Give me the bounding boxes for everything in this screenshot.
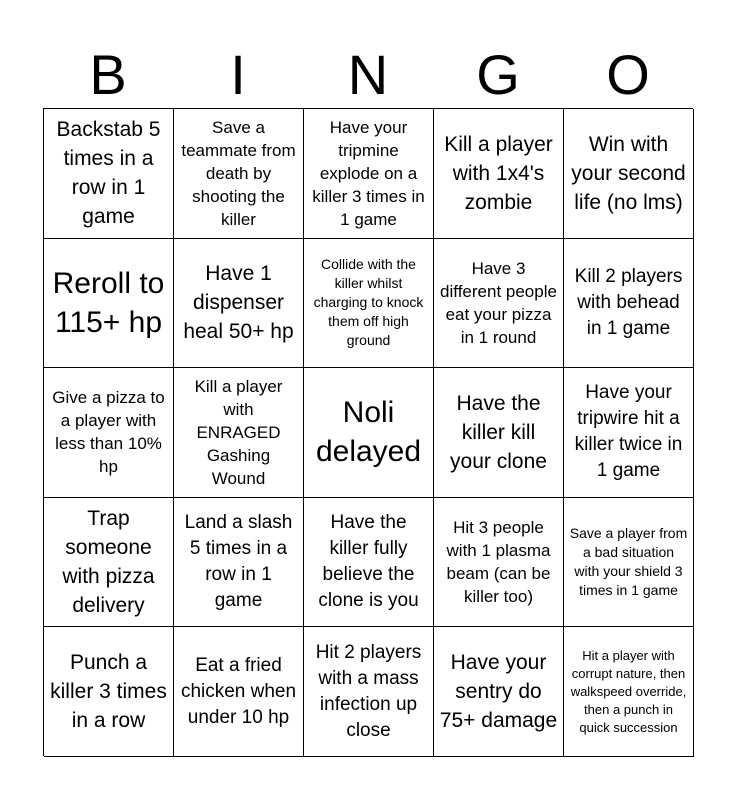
cell-text: Noli delayed [315,396,422,469]
bingo-cell-3-4[interactable] [434,368,564,498]
header-letter-b: B [89,43,127,106]
bingo-cell-4-2[interactable] [174,498,304,628]
header-letter-n: N [347,43,389,106]
cell-text: Have your sentry do 75+ damage [439,651,558,733]
cell-text: Have the killer fully believe the clone is you [318,512,419,612]
cell-text: Hit 2 players with a mass infection up close [315,641,422,741]
cell-text: Save a player from a bad situation with your shield 3 times in 1 game [569,525,688,599]
cell-text: Collide with the killer whilst charging to knock them off high ground [313,256,424,349]
bingo-cell-4-1[interactable] [44,498,174,628]
bingo-cell-1-4[interactable] [434,109,564,239]
bingo-cell-5-2[interactable] [174,627,304,757]
cell-text: Save a teammate from death by shooting the killer [181,117,296,229]
header-letter-o: O [606,43,650,106]
cell-text: Punch a killer 3 times in a row [50,651,167,733]
bingo-cell-3-1[interactable] [44,368,174,498]
cell-text: Hit 3 people with 1 plasma beam (can be killer too) [446,518,551,607]
bingo-cell-3-2[interactable] [174,368,304,498]
bingo-cell-1-3[interactable] [304,109,434,239]
bingo-cell-2-1[interactable] [44,239,174,369]
bingo-cell-2-5[interactable] [564,239,694,369]
bingo-cell-3-3[interactable] [304,368,434,498]
bingo-cell-5-4[interactable] [434,627,564,757]
bingo-cell-2-4[interactable] [434,239,564,369]
cell-text: Have 1 dispenser heal 50+ hp [183,262,294,344]
bingo-cell-4-5[interactable] [564,498,694,628]
header-letter-i: I [230,43,246,106]
cell-text: Have 3 different people eat your pizza in 1 round [440,258,557,347]
header-letter-g: G [476,43,520,106]
cell-text: Give a pizza to a player with less than 10% hp [52,388,165,477]
bingo-cell-1-5[interactable] [564,109,694,239]
cell-text: Land a slash 5 times in a row in 1 game [184,512,293,612]
cell-text: Win with your second life (no lms) [571,132,686,214]
bingo-cell-5-1[interactable] [44,627,174,757]
cell-text: Have your tripwire hit a killer twice in 1 game [574,382,683,482]
bingo-cell-2-3[interactable] [304,239,434,369]
bingo-cell-1-2[interactable] [174,109,304,239]
bingo-cell-4-4[interactable] [434,498,564,628]
bingo-grid [43,108,693,756]
bingo-cell-1-1[interactable] [44,109,174,239]
cell-text: Have the killer kill your clone [450,391,547,473]
bingo-cell-5-5[interactable] [564,627,694,757]
cell-text: Kill a player with 1x4's zombie [444,132,553,214]
cell-text: Hit a player with corrupt nature, then walkspeed override, then a punch in quick succession [570,647,687,735]
cell-text: Kill 2 players with behead in 1 game [574,265,683,339]
bingo-cell-4-3[interactable] [304,498,434,628]
bingo-cell-2-2[interactable] [174,239,304,369]
bingo-header [43,42,693,108]
bingo-cell-5-3[interactable] [304,627,434,757]
cell-text: Backstab 5 times in a row in 1 game [56,118,161,229]
cell-text: Trap someone with pizza delivery [62,507,155,618]
bingo-cell-3-5[interactable] [564,368,694,498]
cell-text: Reroll to 115+ hp [52,266,165,339]
cell-text: Have your tripmine explode on a killer 3 times in 1 game [312,117,425,229]
cell-text: Eat a fried chicken when under 10 hp [180,654,297,728]
cell-text: Kill a player with ENRAGED Gashing Wound [194,376,283,488]
